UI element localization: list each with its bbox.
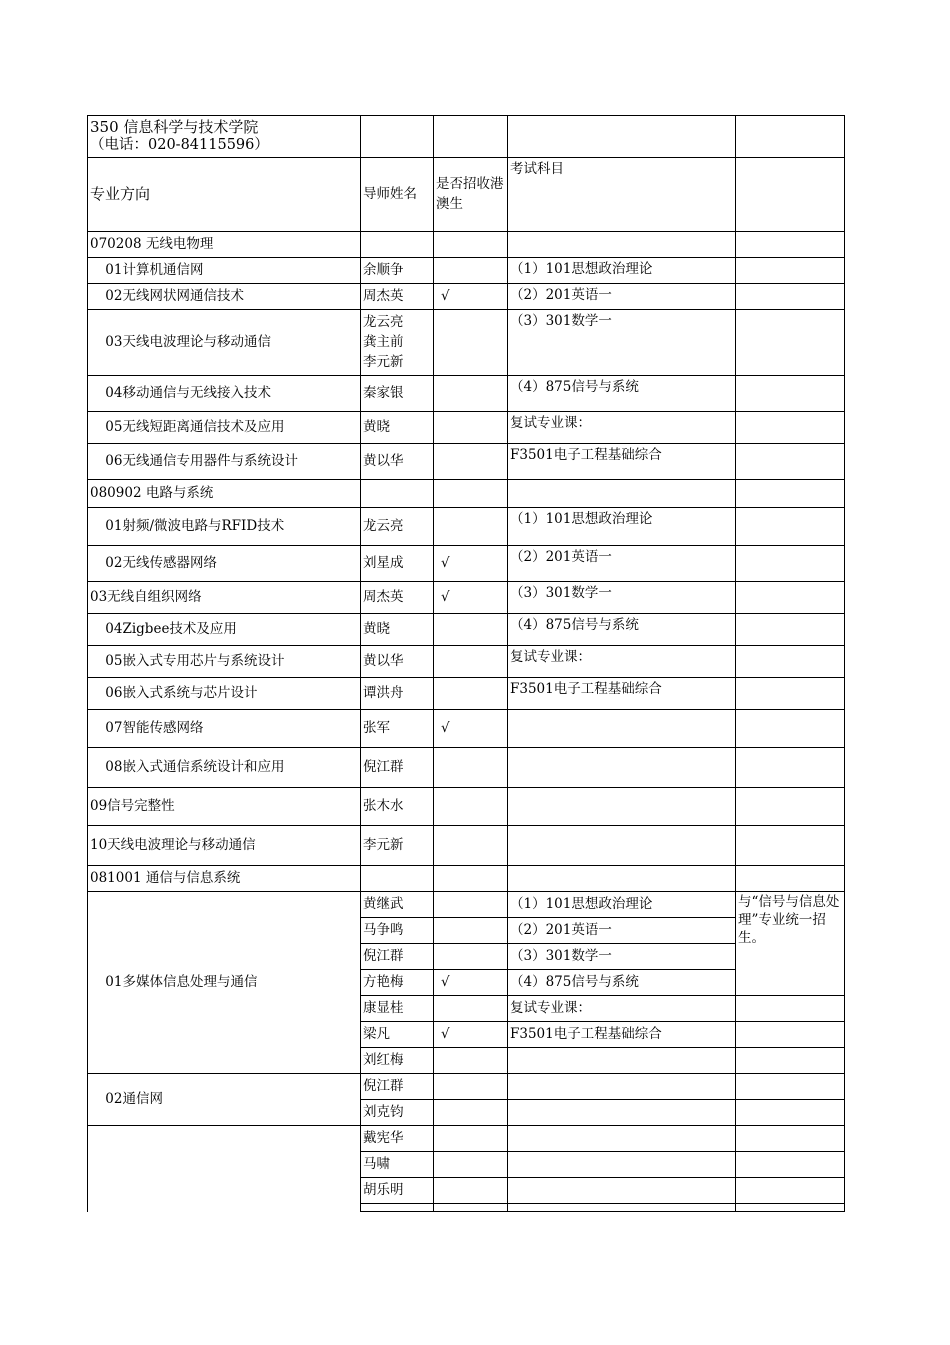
hk-check-mark [433, 747, 507, 787]
column-header-hk: 是否招收港澳生 [436, 176, 504, 212]
hk-check-mark [433, 943, 507, 969]
hk-check-mark [433, 995, 507, 1021]
advisor-names [360, 309, 433, 375]
exam-subject: （4）875信号与系统 [510, 617, 639, 633]
hk-check-mark [433, 411, 507, 443]
hk-check-mark [433, 1151, 507, 1177]
advisor-name: 秦家银 [363, 385, 404, 401]
major-name: 07智能传感网络 [101, 720, 204, 736]
column-header-exam: 考试科目 [510, 161, 564, 177]
advisor-name: 龚主前 [363, 334, 404, 350]
major-name: 06嵌入式系统与芯片设计 [101, 685, 258, 701]
advisor-name: 李元新 [363, 837, 404, 853]
exam-subject [507, 787, 735, 825]
grid-line [360, 115, 361, 1212]
hk-check-mark: √ [441, 288, 450, 304]
exam-subject [507, 1047, 735, 1073]
exam-subject: （4）875信号与系统 [510, 974, 639, 990]
grid-line [735, 1203, 845, 1204]
major-name: 02通信网 [101, 1091, 163, 1107]
major-name: 02无线传感器网络 [101, 555, 217, 571]
hk-check-mark [433, 613, 507, 645]
grid-line [433, 115, 434, 1212]
advisor-name: 李元新 [363, 354, 404, 370]
department-phone: （电话：020-84115596） [90, 137, 269, 153]
hk-check-mark [433, 645, 507, 677]
advisor-name: 黄晓 [363, 419, 390, 435]
hk-check-mark [433, 257, 507, 283]
major-name [87, 1125, 360, 1203]
exam-subject [507, 1073, 735, 1099]
advisor-name: 马争鸣 [363, 922, 404, 938]
department-name: 350 信息科学与技术学院 [90, 118, 259, 136]
advisor-name: 胡乐明 [363, 1182, 404, 1198]
grid-line [735, 995, 845, 996]
exam-subject: （1）101思想政治理论 [510, 896, 653, 912]
hk-check-mark [433, 787, 507, 825]
hk-check-mark [433, 1177, 507, 1203]
exam-subject: 复试专业课： [510, 415, 591, 431]
advisor-name: 谭洪舟 [363, 685, 404, 701]
exam-subject: （3）301数学一 [510, 948, 612, 964]
exam-subject [507, 1099, 735, 1125]
hk-check-mark [433, 1099, 507, 1125]
grid-line [735, 1099, 845, 1100]
exam-subject: F3501电子工程基础综合 [510, 681, 662, 697]
section-title: 081001 通信与信息系统 [90, 870, 241, 886]
advisor-name: 戴宪华 [363, 1130, 404, 1146]
advisor-name: 黄晓 [363, 621, 390, 637]
advisor-name: 刘克钧 [363, 1104, 404, 1120]
exam-subject: （1）101思想政治理论 [510, 511, 653, 527]
grid-line [360, 1203, 736, 1204]
hk-check-mark [433, 917, 507, 943]
advisor-name: 黄以华 [363, 453, 404, 469]
hk-check-mark [433, 507, 507, 545]
hk-check-mark: √ [441, 1026, 450, 1042]
exam-subject: （2）201英语一 [510, 922, 612, 938]
exam-subject [507, 1151, 735, 1177]
advisor-name: 余顺争 [363, 262, 404, 278]
advisor-name: 龙云亮 [363, 314, 404, 330]
advisor-name: 马啸 [363, 1156, 390, 1172]
hk-check-mark [433, 891, 507, 917]
exam-subject: （3）301数学一 [510, 585, 612, 601]
major-name: 01计算机通信网 [101, 262, 204, 278]
advisor-name: 康显桂 [363, 1000, 404, 1016]
exam-subject: （4）875信号与系统 [510, 379, 639, 395]
hk-check-mark: √ [441, 974, 450, 990]
major-name: 03天线电波理论与移动通信 [101, 334, 271, 350]
advisor-name: 周杰英 [363, 288, 404, 304]
hk-check-mark: √ [441, 720, 450, 736]
hk-check-mark [433, 375, 507, 411]
enrollment-note: 与“信号与信息处理”专业统一招生。 [738, 894, 840, 946]
grid-line [735, 1021, 845, 1022]
exam-subject: 复试专业课： [510, 649, 591, 665]
exam-subject [507, 709, 735, 747]
column-header-major: 专业方向 [90, 185, 151, 203]
advisor-name: 刘红梅 [363, 1052, 404, 1068]
advisor-name: 张军 [363, 720, 390, 736]
hk-check-mark [433, 1047, 507, 1073]
exam-subject: （1）101思想政治理论 [510, 261, 653, 277]
exam-subject: F3501电子工程基础综合 [510, 1026, 662, 1042]
exam-subject: （2）201英语一 [510, 549, 612, 565]
major-name: 03无线自组织网络 [90, 589, 202, 605]
advisor-name: 倪江群 [363, 759, 404, 775]
hk-check-mark [433, 443, 507, 479]
major-name: 01多媒体信息处理与通信 [101, 974, 258, 990]
hk-check-mark [433, 1125, 507, 1151]
exam-subject [507, 825, 735, 865]
major-name: 04移动通信与无线接入技术 [101, 385, 271, 401]
major-name: 06无线通信专用器件与系统设计 [101, 453, 298, 469]
exam-subject: （3）301数学一 [510, 313, 612, 329]
section-title: 080902 电路与系统 [90, 485, 214, 501]
department-title [87, 115, 360, 157]
hk-check-mark: √ [441, 555, 450, 571]
advisor-name: 张木水 [363, 798, 404, 814]
hk-check-mark [433, 309, 507, 375]
exam-subject [507, 1177, 735, 1203]
hk-check-mark [433, 1073, 507, 1099]
major-name: 05嵌入式专用芯片与系统设计 [101, 653, 285, 669]
grid-line [735, 1151, 845, 1152]
major-name: 05无线短距离通信技术及应用 [101, 419, 285, 435]
advisor-name: 龙云亮 [363, 518, 404, 534]
grid-line [507, 115, 508, 1212]
exam-subject: 复试专业课： [510, 1000, 591, 1016]
advisor-name: 周杰英 [363, 589, 404, 605]
grid-line [735, 1177, 845, 1178]
major-name: 02无线网状网通信技术 [101, 288, 244, 304]
major-name: 01射频/微波电路与RFID技术 [101, 518, 285, 534]
major-name: 10天线电波理论与移动通信 [90, 837, 256, 853]
advisor-name: 黄以华 [363, 653, 404, 669]
advisor-name: 倪江群 [363, 1078, 404, 1094]
advisor-name: 倪江群 [363, 948, 404, 964]
exam-subject: （2）201英语一 [510, 287, 612, 303]
section-title: 070208 无线电物理 [90, 236, 214, 252]
major-name: 04Zigbee技术及应用 [101, 621, 237, 637]
hk-check-mark: √ [441, 589, 450, 605]
advisor-name: 刘星成 [363, 555, 404, 571]
hk-check-mark [433, 677, 507, 709]
major-name: 08嵌入式通信系统设计和应用 [101, 759, 285, 775]
advisor-name: 方艳梅 [363, 974, 404, 990]
exam-subject [507, 747, 735, 787]
exam-subject [507, 1125, 735, 1151]
exam-subject: F3501电子工程基础综合 [510, 447, 662, 463]
grid-line [87, 115, 88, 1212]
major-name: 09信号完整性 [90, 798, 175, 814]
advisor-name: 梁凡 [363, 1026, 390, 1042]
grid-line [844, 115, 845, 1212]
advisor-name: 黄继武 [363, 896, 404, 912]
hk-check-mark [433, 825, 507, 865]
column-header-advisor: 导师姓名 [363, 186, 417, 202]
grid-line [735, 115, 736, 1212]
grid-line [735, 1047, 845, 1048]
